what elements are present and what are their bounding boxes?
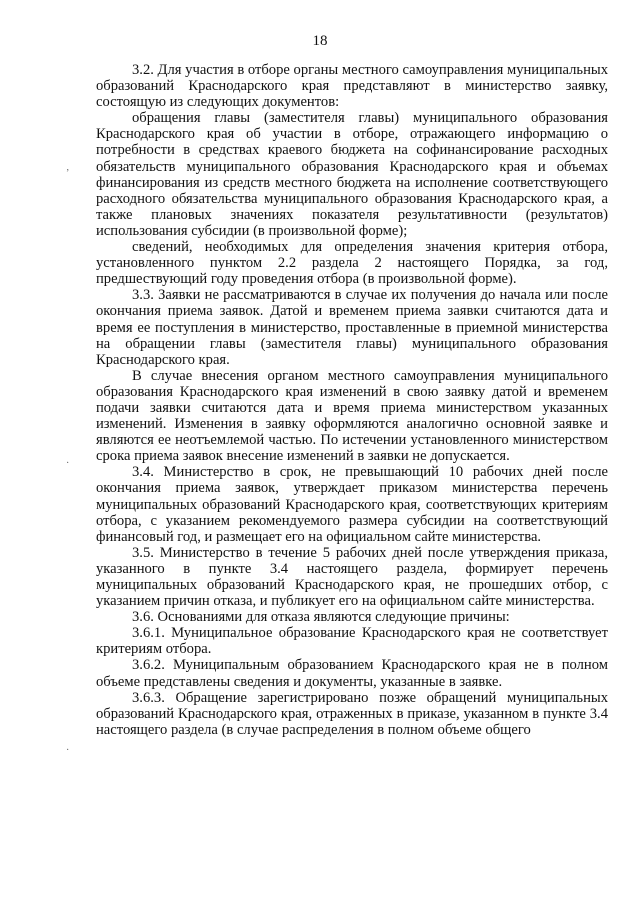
paragraph-3-2: 3.2. Для участия в отборе органы местного самоуправления муниципальных образований Краснодарского края представляют в министерство заявку, состоящую из следующих документов: bbox=[96, 62, 608, 111]
page-number: 18 bbox=[312, 33, 328, 49]
margin-mark: · bbox=[66, 458, 70, 469]
paragraph-3-3: 3.3. Заявки не рассматриваются в случае их получения до начала или после окончания приема заявок. Датой и временем приема заявки считаются дата и время ее поступления в министерство, проставленные в приемной министерства на обращении главы (заместителя главы) муниципального образования Краснодарского края. bbox=[96, 287, 608, 368]
paragraph-3-6-2: 3.6.2. Муниципальным образованием Краснодарского края не в полном объеме представлены сведения и документы, указанные в заявке. bbox=[96, 657, 608, 690]
paragraph-3-5: 3.5. Министерство в течение 5 рабочих дней после утверждения приказа, указанного в пункте 3.4 настоящего раздела, формирует перечень муниципальных образований Краснодарского края, не прошедших отбор, с указанием причин отказа, и публикует его на официальном сайте министерства. bbox=[96, 544, 608, 610]
margin-mark: · bbox=[66, 745, 70, 756]
margin-mark: ʼ bbox=[66, 168, 70, 179]
paragraph-criteria-info: сведений, необходимых для определения значения критерия отбора, установленного пунктом 2.2 раздела 2 настоящего Порядка, за год, предшествующий году проведения отбора (в произвольной форме). bbox=[96, 239, 608, 288]
document-body bbox=[96, 62, 608, 738]
paragraph-3-6-3: 3.6.3. Обращение зарегистрировано позже обращений муниципальных образований Краснодарского края, отраженных в приказе, указанном в пункте 3.4 настоящего раздела (в случае распределения в полном объеме общего bbox=[96, 689, 608, 738]
paragraph-appeal-requirement: обращения главы (заместителя главы) муниципального образования Краснодарского края об участии в отборе, отражающего информацию о потребности в средствах краевого бюджета на софинансирование расходных обязательств муниципального образования Краснодарского края и объемах финансирования из средств местного бюджета на исполнение соответствующего расходного обязательства муниципального образования Краснодарского края, а также плановых значениях показателя результативности (результатов) использования субсидии (в произвольной форме); bbox=[96, 110, 608, 239]
paragraph-amendments: В случае внесения органом местного самоуправления муниципального образования Краснодарского края изменений в свою заявку датой и временем подачи заявки считаются дата и время приема министерством указанных изменений. Изменения в заявку оформляются аналогично основной заявке и являются ее неотъемлемой частью. По истечении установленного министерством срока приема заявок внесение изменений в заявки не допускается. bbox=[96, 367, 608, 465]
paragraph-3-4: 3.4. Министерство в срок, не превышающий 10 рабочих дней после окончания приема заявок, утверждает приказом министерства перечень муниципальных образований Краснодарского края, соответствующих критериям отбора, с указанием рекомендуемого размера субсидии на соответствующий финансовый год, и размещает его на официальном сайте министерства. bbox=[96, 464, 608, 545]
paragraph-3-6-1: 3.6.1. Муниципальное образование Краснодарского края не соответствует критериям отбора. bbox=[96, 625, 608, 658]
paragraph-3-6: 3.6. Основаниями для отказа являются следующие причины: bbox=[132, 609, 510, 626]
